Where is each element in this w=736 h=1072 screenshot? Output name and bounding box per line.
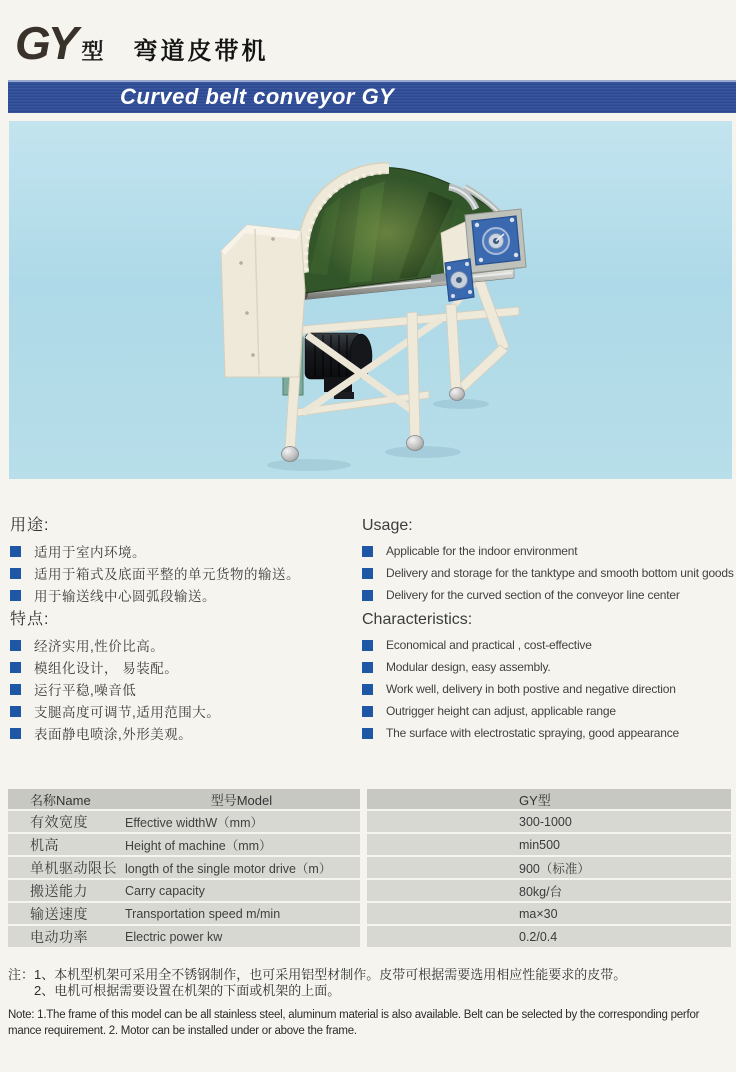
usage-zh-heading: 用途: (10, 517, 50, 534)
bullet-square-icon (10, 684, 21, 695)
page-header (15, 17, 269, 69)
spec-name-en: Transportation speed m/min (125, 906, 281, 921)
list-item (10, 562, 355, 584)
list-item (10, 678, 355, 700)
features-zh-item: 支腿高度可调节,适用范围大。 (34, 705, 221, 720)
characteristics-en-item: Work well, delivery in both postive and negative direction (386, 682, 676, 696)
banner-title: Curved belt conveyor GY (120, 84, 395, 109)
usage-en-item: Applicable for the indoor environment (386, 544, 578, 558)
list-item (10, 700, 355, 722)
gearbox (472, 216, 520, 265)
spec-value: ma×30 (519, 906, 558, 921)
spec-name-zh: 输送速度 (30, 905, 88, 922)
list-item (362, 722, 736, 744)
usage-en-item: Delivery and storage for the tanktype and smooth bottom unit goods (386, 566, 734, 580)
belt-housing (221, 225, 305, 377)
note-en-line1: Note: 1.The frame of this model can be all stainless steel, aluminum material is also available. Belt can be selected by the corresponding perfor (8, 1009, 700, 1021)
bullet-square-icon (10, 546, 21, 557)
section-usage-characteristics-en (362, 512, 736, 744)
features-zh-heading: 特点: (10, 611, 50, 628)
bullet-square-icon (10, 590, 21, 601)
spec-name-en: longth of the single motor drive（m） (125, 861, 332, 876)
note-zh-line2: 2、电机可根据需要设置在机架的下面或机架的上面。 (34, 983, 341, 998)
spec-table-header-row (8, 789, 731, 809)
features-zh-item: 运行平稳,噪音低 (34, 683, 137, 698)
spec-name-en: Effective widthW（mm） (125, 815, 263, 830)
list-item (10, 722, 355, 744)
list-item (362, 584, 736, 606)
table-row (8, 880, 731, 901)
list-item (362, 540, 736, 562)
bullet-square-icon (10, 568, 21, 579)
spec-table (8, 789, 731, 949)
spec-value: 900（标准） (519, 861, 590, 876)
bullet-square-icon (362, 640, 373, 651)
list-item (10, 584, 355, 606)
list-item (362, 562, 736, 584)
spec-name-en: Height of machine（mm） (125, 838, 272, 853)
list-item (10, 656, 355, 678)
table-row (8, 857, 731, 878)
spec-name-zh: 单机驱动限长 (30, 859, 117, 876)
conveyor-illustration (9, 121, 732, 479)
note-zh-line1: 注：1、本机型机架可采用全不锈钢制作，也可采用铝型材制作。皮带可根据需要选用相应性能要求的皮带。 (8, 967, 627, 982)
spec-name-zh: 搬送能力 (30, 882, 88, 899)
spec-name-en: Carry capacity (125, 883, 205, 898)
usage-zh-item: 用于输送线中心圆弧段输送。 (34, 589, 216, 604)
spec-name-zh: 机高 (30, 836, 59, 853)
features-zh-item: 模组化设计， 易装配。 (34, 661, 179, 676)
product-photo (9, 121, 732, 479)
usage-en-heading: Usage: (362, 517, 413, 534)
spec-value: min500 (519, 837, 560, 852)
model-code: GY (15, 17, 76, 69)
bullet-square-icon (362, 546, 373, 557)
bullet-square-icon (362, 706, 373, 717)
spec-name-zh: 有效宽度 (30, 813, 88, 830)
list-item (362, 634, 736, 656)
bullet-square-icon (10, 662, 21, 673)
footnotes (8, 967, 735, 1039)
table-row (8, 926, 731, 947)
bullet-square-icon (362, 662, 373, 673)
column-header-name: 名称Name (30, 792, 91, 808)
bullet-square-icon (10, 728, 21, 739)
spec-value: 80kg/台 (519, 884, 563, 899)
characteristics-en-item: Modular design, easy assembly. (386, 660, 551, 674)
note-en-line2: mance requirement. 2. Motor can be installed under or above the frame. (8, 1024, 357, 1037)
table-row (8, 811, 731, 832)
bullet-square-icon (10, 640, 21, 651)
list-item (362, 678, 736, 700)
list-item (10, 540, 355, 562)
bullet-square-icon (10, 706, 21, 717)
column-header-model: 型号Model (210, 793, 273, 808)
spec-name-zh: 电动功率 (30, 928, 88, 945)
table-row (8, 903, 731, 924)
features-zh-item: 经济实用,性价比高。 (34, 639, 165, 654)
title-banner (8, 80, 736, 113)
usage-zh-item: 适用于箱式及底面平整的单元货物的输送。 (34, 567, 300, 582)
list-item (362, 700, 736, 722)
column-header-value: GY型 (519, 792, 551, 808)
characteristics-en-item: Economical and practical , cost-effective (386, 638, 592, 652)
table-row (8, 834, 731, 855)
spec-value: 0.2/0.4 (519, 929, 558, 944)
list-item (362, 656, 736, 678)
spec-name-en: Electric power kw (125, 929, 223, 944)
bullet-square-icon (362, 684, 373, 695)
characteristics-en-item: Outrigger height can adjust, applicable range (386, 704, 616, 718)
bullet-square-icon (362, 728, 373, 739)
features-zh-item: 表面静电喷涂,外形美观。 (34, 727, 193, 742)
list-item (10, 634, 355, 656)
bullet-square-icon (362, 568, 373, 579)
usage-zh-item: 适用于室内环境。 (34, 545, 146, 560)
page-title-zh: 弯道皮带机 (133, 38, 269, 65)
usage-en-item: Delivery for the curved section of the conveyor line center (386, 588, 680, 602)
characteristics-en-item: The surface with electrostatic spraying, good appearance (386, 726, 679, 740)
characteristics-en-heading: Characteristics: (362, 611, 473, 628)
bullet-square-icon (362, 590, 373, 601)
section-usage-features-zh (10, 512, 355, 744)
spec-value: 300-1000 (519, 814, 572, 829)
model-suffix: 型 (81, 39, 104, 64)
